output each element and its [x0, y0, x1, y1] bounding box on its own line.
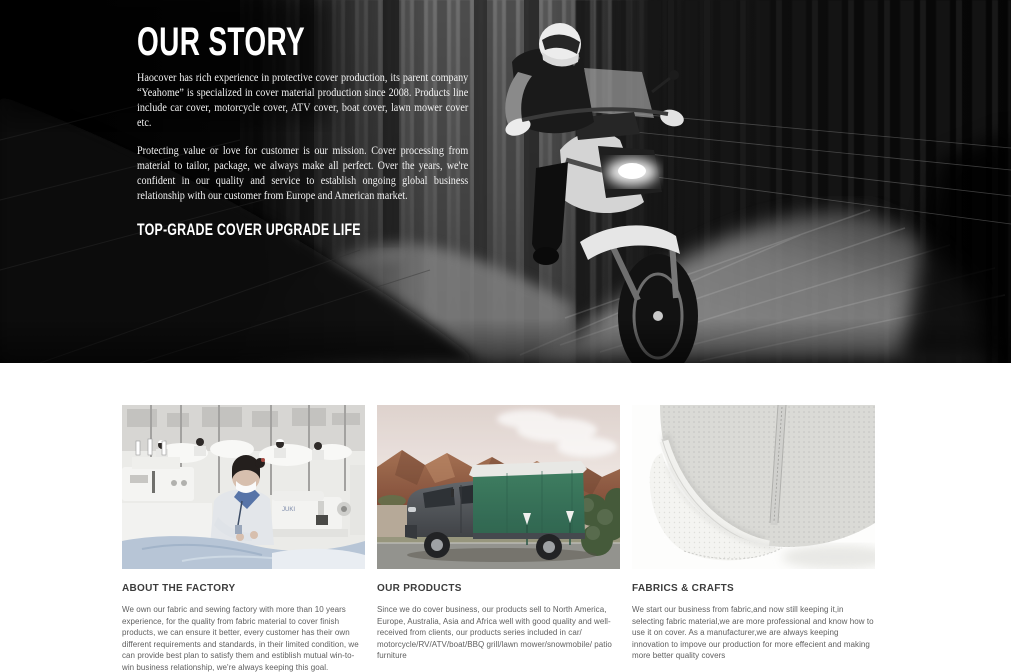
column-body: We own our fabric and sewing factory with more than 10 years experience, for the quality from fabric material to cover finish products, we can ensure it better, every customer has their own different requirements and standards, in their limited condition, we can provide best plan to satisfy them and estiblish mutual win-to-win business relationship, we're always keeping this goal.: [122, 605, 359, 672]
column-fabrics-crafts: [632, 405, 875, 672]
hero-content: [137, 22, 529, 240]
column-about-factory: [122, 405, 365, 672]
page-title: OUR STORY: [137, 20, 306, 64]
column-our-products: [377, 405, 620, 672]
products-image: [377, 405, 620, 569]
column-body: We start our business from fabric,and now still keeping it,in selecting fabric material,we are more professional and know how to use it on cover. As a manufacturer,we are always keeping innovation to impove our production for more effecient and making more better quality covers: [632, 605, 874, 661]
factory-image: [122, 405, 365, 569]
column-heading: ABOUT THE FACTORY: [122, 583, 236, 594]
machine-brand-label: JUKI: [282, 507, 296, 513]
hero-tagline: TOP-GRADE COVER UPGRADE LIFE: [137, 220, 361, 239]
column-heading: OUR PRODUCTS: [377, 583, 462, 594]
fabric-image: [632, 405, 875, 569]
column-heading: FABRICS & CRAFTS: [632, 583, 735, 594]
hero-paragraph-2: Protecting value or love for customer is our mission. Cover processing from material to tailor, package, we always make all perfect. Over the years, we're confident in our quality and service to establish ongoing global business relationship with our customer from Europe and American market.: [137, 143, 469, 202]
info-columns: [0, 363, 1011, 672]
column-body: Since we do cover business, our products sell to North America, Europe, Australia, Asia and Africa well with good quality and well-received from clients, our products series included in car/ motorcycle/RV/ATV/boat/BBQ grill/lawn mower/snowmobile/ patio furniture: [377, 605, 612, 661]
hero-paragraph-1: Haocover has rich experience in protective cover production, its parent company “Yeahome” is specialized in cover material production since 2008. Products line include car cover, motorcycle cover, ATV cover, boat cover, lawn mower cover etc.: [137, 70, 469, 129]
